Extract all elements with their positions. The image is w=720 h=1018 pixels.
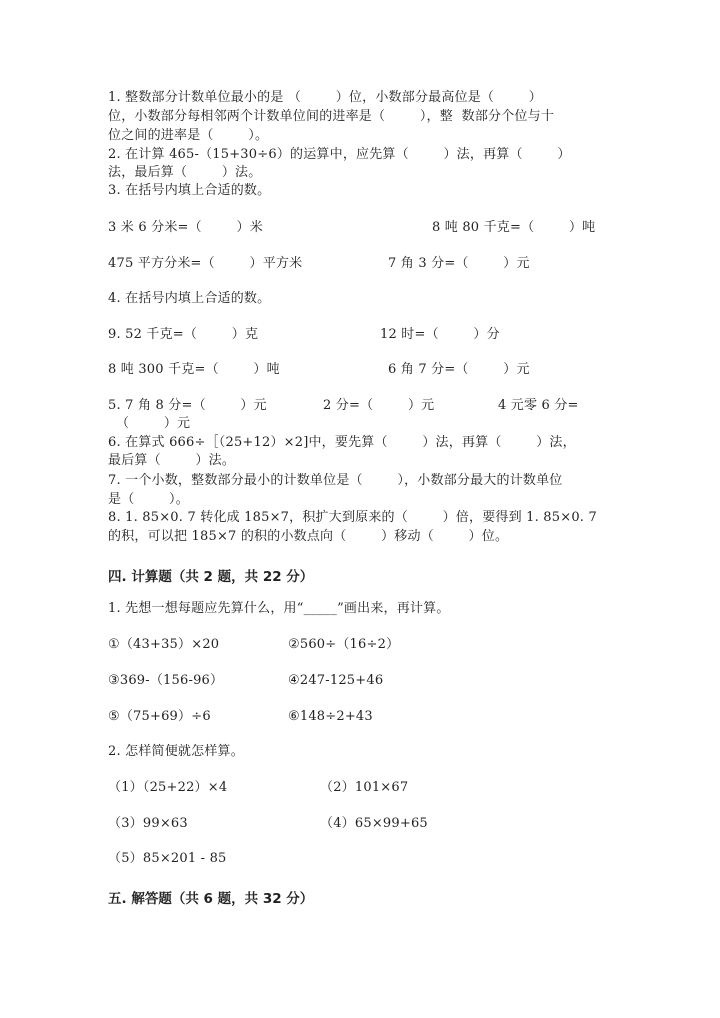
q1-line1: 1. 整数部分计数单位最小的是 （ ）位，小数部分最高位是（ ） <box>108 90 542 105</box>
q4-b: 12 时=（ ）分 <box>380 327 500 342</box>
s4-q1-item-3: ③369-（156-96） <box>108 673 224 688</box>
q8-line2: 的积，可以把 185×7 的积的小数点向（ ）移动（ ）位。 <box>108 529 509 544</box>
q5-d: （ ）元 <box>116 416 191 431</box>
s4-q2-item-2: （2）101×67 <box>320 780 409 795</box>
q3-a: 3 米 6 分米=（ ）米 <box>108 220 263 235</box>
s4-q2-item-4: （4）65×99+65 <box>320 816 428 831</box>
q4-intro: 4. 在括号内填上合适的数。 <box>108 291 271 306</box>
q3-d: 7 角 3 分=（ ）元 <box>388 256 530 271</box>
section5-heading: 五. 解答题（共 6 题，共 32 分） <box>108 891 314 907</box>
s4-q2-item-5: （5）85×201 - 85 <box>108 851 227 866</box>
section4-heading: 四. 计算题（共 2 题，共 22 分） <box>108 569 314 585</box>
q6-line2: 最后算（ ）法。 <box>108 453 236 468</box>
q5-b: 2 分=（ ）元 <box>323 398 435 413</box>
q2-line1: 2. 在计算 465-（15+30÷6）的运算中，应先算（ ）法，再算（ ） <box>108 147 571 162</box>
q1-line3: 位之间的进率是（ ）。 <box>108 128 269 143</box>
q5-a: 5. 7 角 8 分=（ ）元 <box>108 398 267 413</box>
s4-q1-item-6: ⑥148÷2+43 <box>288 709 373 724</box>
q6-line1: 6. 在算式 666÷［（25+12）×2]中，要先算（ ）法，再算（ ）法， <box>108 435 576 450</box>
q7-line1: 7. 一个小数，整数部分最小的计数单位是（ ），小数部分最大的计数单位 <box>108 473 563 488</box>
q3-intro: 3. 在括号内填上合适的数。 <box>108 183 271 198</box>
s4-q2-item-3: （3）99×63 <box>108 816 188 831</box>
s4-q1-item-2: ②560÷（16÷2） <box>288 637 400 652</box>
s4-q2-item-1: （1）（25+22）×4 <box>108 780 228 795</box>
s4-q1-item-1: ①（43+35）×20 <box>108 637 220 652</box>
q1-line2: 位，小数部分每相邻两个计数单位间的进率是（ ），整 数部分个位与十 <box>108 109 555 124</box>
q4-d: 6 角 7 分=（ ）元 <box>388 362 530 377</box>
q4-a: 9. 52 千克=（ ）克 <box>108 327 259 342</box>
s4-q1-item-4: ④247-125+46 <box>288 673 384 688</box>
q8-line1: 8. 1. 85×0. 7 转化成 185×7，积扩大到原来的（ ）倍，要得到 1. 85×0. 7 <box>108 510 597 525</box>
q7-line2: 是（ ）。 <box>108 492 189 507</box>
q3-b: 8 吨 80 千克=（ ）吨 <box>432 220 596 235</box>
s4-q1-intro: 1. 先想一想每题应先算什么，用“_____”画出来，再计算。 <box>108 601 450 616</box>
q3-c: 475 平方分米=（ ）平方米 <box>108 256 303 271</box>
s4-q1-item-5: ⑤（75+69）÷6 <box>108 709 211 724</box>
q2-line2: 法，最后算（ ）法。 <box>108 165 262 180</box>
q5-c: 4 元零 6 分= <box>498 398 579 413</box>
s4-q2-intro: 2. 怎样简便就怎样算。 <box>108 744 244 759</box>
q4-c: 8 吨 300 千克=（ ）吨 <box>108 362 280 377</box>
